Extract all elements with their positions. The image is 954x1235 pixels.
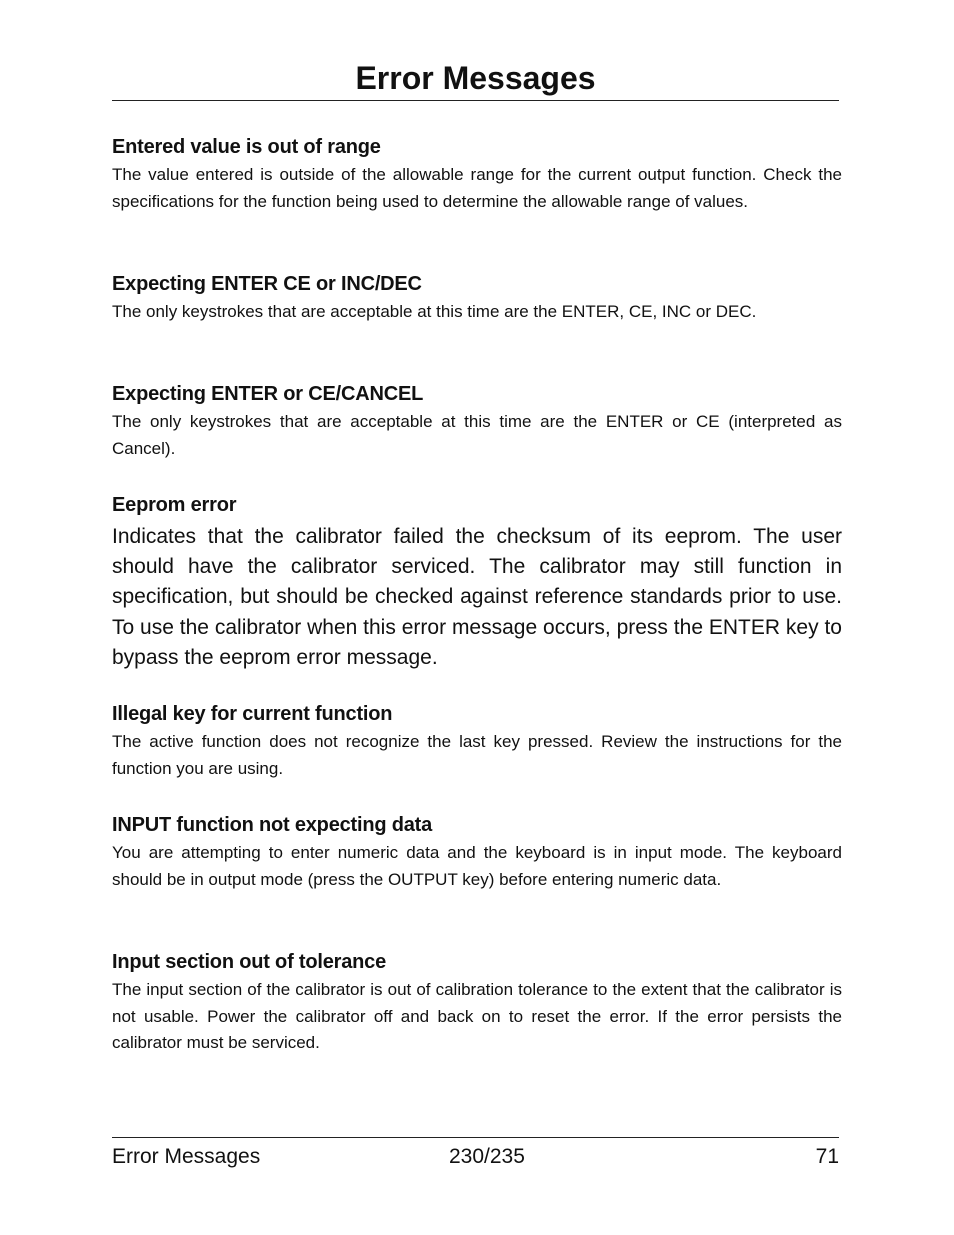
error-heading: Eeprom error	[112, 494, 237, 516]
error-entry-expecting-enter-ce-cancel	[112, 381, 842, 462]
error-description: The value entered is outside of the allowable range for the current output function. Check the specifications for the function being used to determine the allowable range of values.	[112, 165, 842, 211]
error-heading: Expecting ENTER or CE/CANCEL	[112, 383, 424, 405]
error-entry-eeprom-error	[112, 492, 842, 673]
error-description: The only keystrokes that are acceptable at this time are the ENTER, CE, INC or DEC.	[112, 302, 757, 321]
footer-model: 230/235	[449, 1145, 525, 1168]
error-heading: INPUT function not expecting data	[112, 814, 433, 836]
error-entry-input-not-expecting-data	[112, 812, 842, 893]
error-description: You are attempting to enter numeric data and the keyboard is in input mode. The keyboard should be in output mode (press the OUTPUT key) before entering numeric data.	[112, 843, 842, 889]
error-heading: Input section out of tolerance	[112, 951, 387, 973]
error-entry-input-out-of-tolerance	[112, 949, 842, 1057]
error-description: The input section of the calibrator is out of calibration tolerance to the extent that the calibrator is not usable. Power the calibrator off and back on to reset the error. If the error persists the calibrator must be serviced.	[112, 980, 842, 1053]
error-description: Indicates that the calibrator failed the checksum of its eeprom. The user should have the calibrator serviced. The calibrator may still function in specification, but should be checked against reference standards prior to use. To use the calibrator when this error message occurs, press the ENTER key to bypass the eeprom error message.	[112, 525, 842, 669]
footer-section-name: Error Messages	[112, 1145, 261, 1168]
error-heading: Expecting ENTER CE or INC/DEC	[112, 273, 422, 295]
error-heading: Illegal key for current function	[112, 703, 393, 725]
page-title: Error Messages	[355, 60, 596, 96]
error-description: The only keystrokes that are acceptable at this time are the ENTER or CE (interpreted as Cancel).	[112, 412, 842, 458]
error-entry-illegal-key	[112, 701, 842, 782]
error-description: The active function does not recognize the last key pressed. Review the instructions for the function you are using.	[112, 732, 842, 778]
error-entry-out-of-range	[112, 134, 842, 215]
footer-page-number: 71	[815, 1145, 839, 1168]
error-heading: Entered value is out of range	[112, 136, 381, 158]
error-entry-expecting-enter-ce-inc-dec	[112, 271, 842, 326]
footer-divider	[112, 1137, 839, 1138]
title-divider	[112, 100, 839, 101]
